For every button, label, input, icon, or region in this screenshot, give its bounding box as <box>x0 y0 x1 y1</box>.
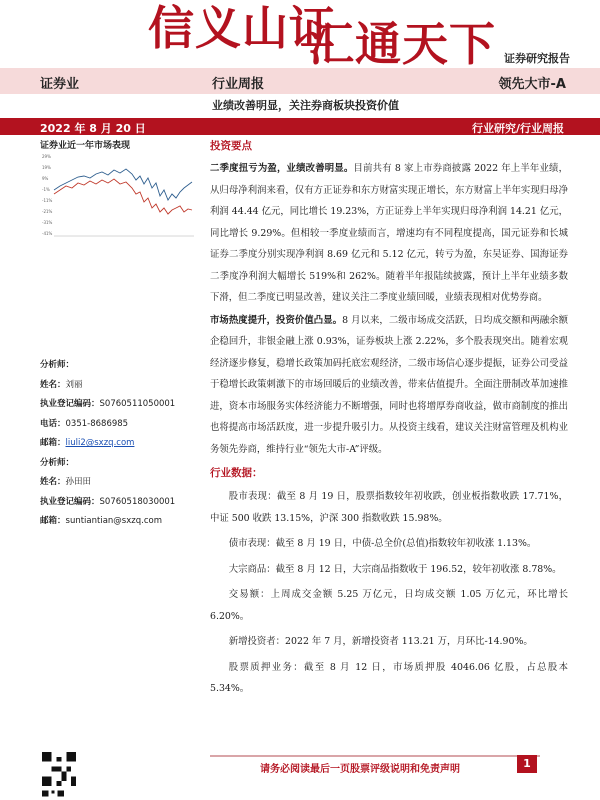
y-tick-label: -31% <box>42 220 53 225</box>
analyst-name-row <box>40 473 200 493</box>
report-category: 行业研究/行业周报 <box>471 122 564 135</box>
y-tick-label: -21% <box>42 209 53 214</box>
industry-label: 证券业 <box>40 77 80 92</box>
analyst-email: suntiantian@sxzq.com <box>65 516 162 526</box>
paragraph-body: 8 月以来，二级市场成交活跃，日均成交额和两融余额企稳回升，非银金融上涨 0.93%，证券板块上涨 2.22%，多个股表现突出。随着宏观经济逐步修复，稳增长政策加码托底宏观经济，二级市场信心逐步提振，证券公司受益于稳增长政策刺激下的市场回暖后的业绩改善，带来估值提升。全面注册制改革加速推进，资本市场服务实体经济能力不断增强，同时也将增厚券商收益，做市商制度的推出也将提高市场活跃度，进一步提升吸引力。从投资主线看，建议关注财富管理及机构业务领先券商，维持行业“领先大市-A”评级。 <box>210 314 568 455</box>
rating: 领先大市-A <box>498 77 566 92</box>
y-tick-label: 29% <box>42 154 51 159</box>
y-tick-labels <box>42 154 53 236</box>
index-series-line <box>54 169 192 200</box>
report-type: 行业周报 <box>212 77 265 92</box>
analyst-phone-label: 电话： <box>40 418 66 429</box>
analyst-role-label: 分析师： <box>40 360 75 370</box>
data-line-commodity: 大宗商品：截至 8 月 12 日，大宗商品指数收于 196.52，较年初收涨 8.78%。 <box>228 563 562 575</box>
slogan-part-2: 汇通天下 <box>308 17 496 68</box>
date-bar <box>0 118 600 135</box>
report-info-bar <box>0 68 600 94</box>
main-content <box>210 138 568 700</box>
qr-code-icon <box>42 790 64 800</box>
paragraph-body: 目前共有 8 家上市券商披露 2022 年上半年业绩，从归母净利润来看，仅有方正证券和东方财富实现正增长，东方财富上半年实现归母净利润 44.44 亿元，同比增长 19.23%，方正证券上半年实现归母净利润 14.21 亿元，同比增长 9.29%。但相较一季度业绩而言，增速均有不同程度提高，国元证券和长城证券二季度分别实现净利润 8.69 亿元和 5.12 亿元，转亏为盈，东吴证券、国海证券二季度净利润大幅增长 519%和 262%。随着半年报陆续披露，预计上半年业绩多数下滑，但二季度已明显改善，建议关注二季度业绩回暖，业绩表现相对优势券商。 <box>210 163 568 303</box>
analyst-email-row <box>40 434 200 454</box>
analyst-email-row <box>40 512 200 532</box>
report-tag: 证券研究报告 <box>504 52 570 65</box>
analyst-name-label: 姓名： <box>40 477 66 487</box>
analyst-name-row <box>40 376 200 396</box>
qr-code-icon <box>42 752 76 786</box>
analyst-cert: S0760511050001 <box>99 399 176 409</box>
page-number: 1 <box>517 755 537 773</box>
analyst-phone: 0351-8686985 <box>65 418 129 429</box>
analyst-email-label: 邮箱： <box>40 516 66 526</box>
y-tick-label: 9% <box>42 176 49 181</box>
paragraph-earnings <box>210 158 568 309</box>
y-tick-label: -1% <box>42 187 50 192</box>
analyst-cert: S0760518030001 <box>99 496 176 507</box>
market-performance-chart <box>40 150 196 242</box>
sector-series-line <box>54 179 192 214</box>
chart-title: 证券业近一年市场表现 <box>40 141 131 151</box>
data-line-bond: 债市表现：截至 8 月 19 日，中债-总全价(总值)指数较年初收涨 1.13%。 <box>228 538 537 549</box>
data-line-investors: 新增投资者：2022 年 7 月，新增投资者 113.21 万，月环比-14.90%。 <box>228 636 533 647</box>
y-tick-label: -11% <box>42 198 53 203</box>
analyst-name: 孙田田 <box>65 477 92 487</box>
paragraph-lead: 二季度扭亏为盈，业绩改善明显。 <box>210 163 354 174</box>
footer <box>210 755 540 775</box>
header-banner <box>0 0 600 68</box>
footer-disclaimer-link[interactable]: 请务必阅读最后一页股票评级说明和免责声明 <box>260 764 460 775</box>
analyst-phone-row <box>40 415 200 435</box>
y-tick-label: -41% <box>42 231 53 236</box>
analyst-cert-label: 执业登记编码： <box>40 399 100 409</box>
analyst-email-label: 邮箱： <box>40 438 66 448</box>
section-title-data: 行业数据： <box>210 467 263 479</box>
paragraph-lead: 市场热度提升，投资价值凸显。 <box>210 314 343 326</box>
data-line-pledge: 股票质押业务：截至 8 月 12 日，市场质押股 4046.06 亿股，占总股本 5.34%。 <box>210 661 568 694</box>
report-subtitle: 业绩改善明显，关注券商板块投资价值 <box>212 99 399 112</box>
paragraph-market <box>210 310 568 461</box>
data-line-turnover: 交易额：上周成交金额 5.25 万亿元，日均成交额 1.05 万亿元，环比增长 6.20%。 <box>210 589 568 622</box>
analyst-email-link[interactable]: liuli2@sxzq.com <box>65 438 135 448</box>
section-title-investment: 投资要点 <box>210 140 252 152</box>
analyst-name: 刘丽 <box>65 379 83 390</box>
y-tick-label: 19% <box>42 165 51 170</box>
report-date: 2022 年 8 月 20 日 <box>40 122 146 135</box>
slogan-part-1: 信义山证 <box>148 1 336 55</box>
analyst-panel <box>40 356 200 532</box>
analyst-cert-row <box>40 395 200 415</box>
analyst-name-label: 姓名： <box>40 379 66 390</box>
analyst-cert-label: 执业登记编码： <box>40 496 100 507</box>
analyst-role-label: 分析师： <box>40 457 75 468</box>
data-line-stock: 股市表现：截至 8 月 19 日，股票指数较年初收跌，创业板指数收跌 17.71%，中证 500 收跌 13.15%，沪深 300 指数收跌 15.98%。 <box>210 491 568 524</box>
analyst-cert-row <box>40 493 200 513</box>
